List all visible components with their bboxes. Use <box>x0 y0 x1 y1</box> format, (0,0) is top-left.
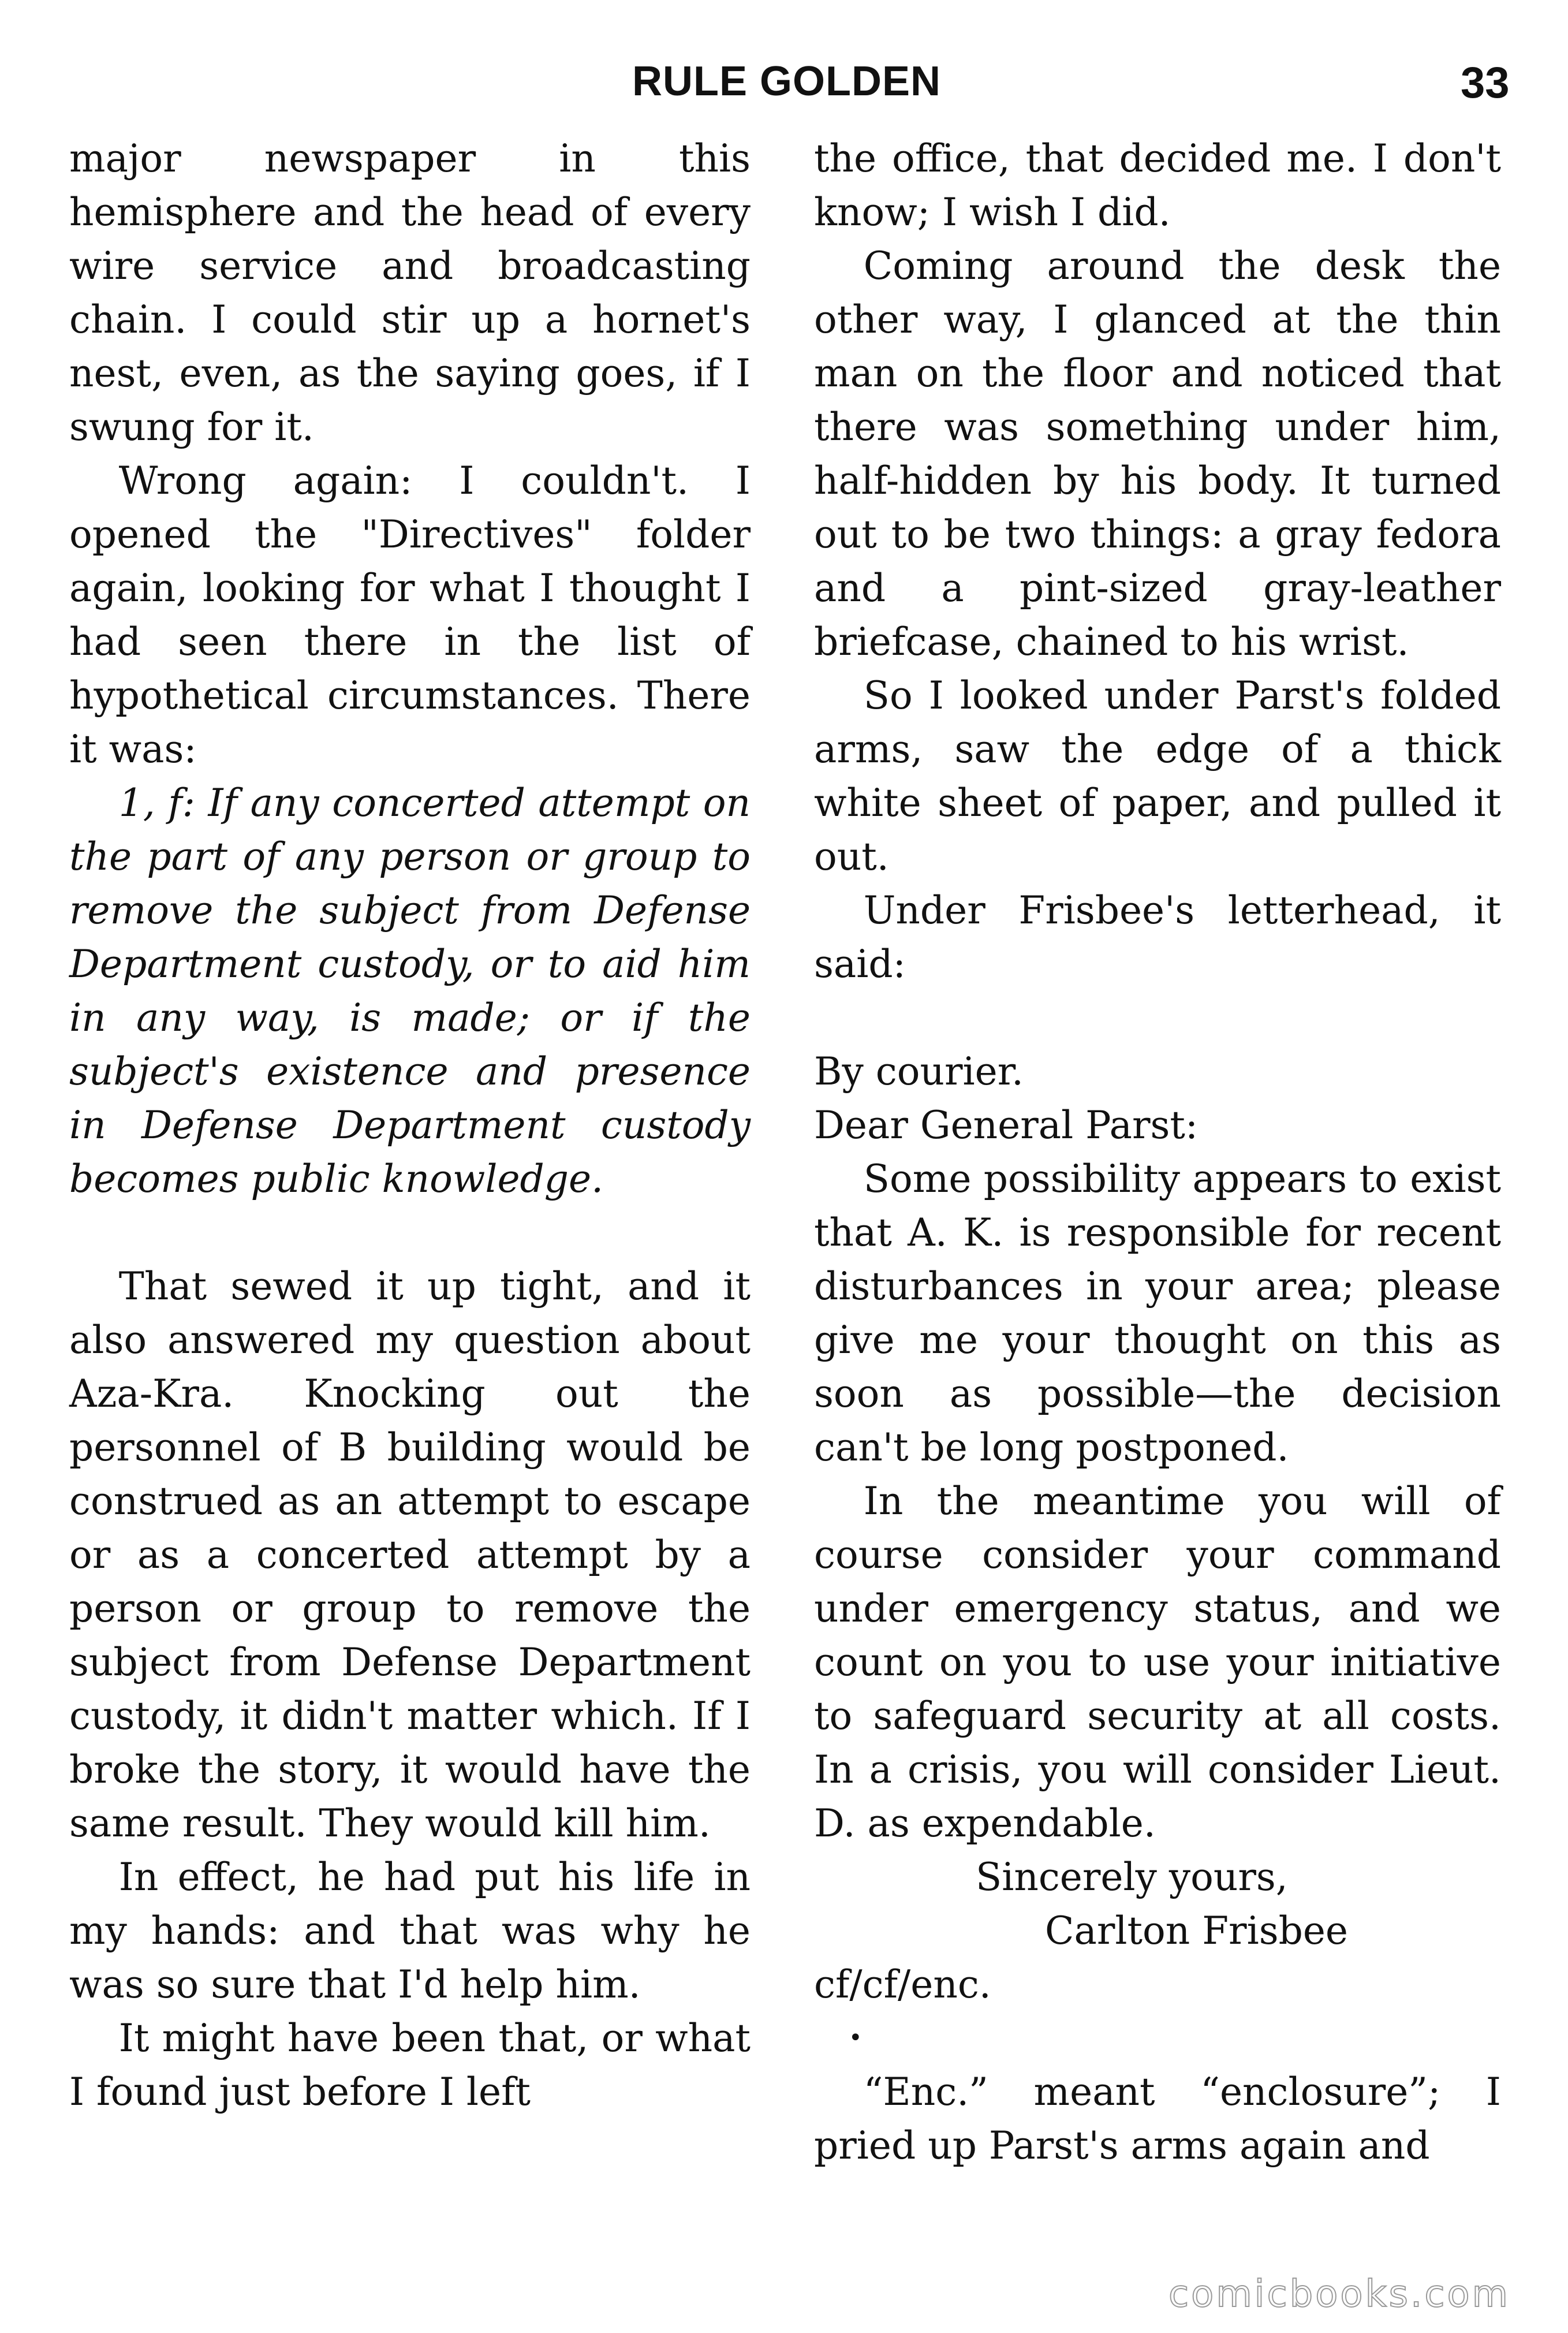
letter-salutation: Dear General Parst: <box>814 1103 1199 1147</box>
right-paragraph-4: Under Frisbee's letterhead, it said: <box>814 888 1501 986</box>
stray-dot-mark: • <box>849 2025 863 2051</box>
letter-courier-line: By courier. <box>814 1049 1024 1094</box>
site-watermark: comicbooks.com <box>1168 2273 1510 2316</box>
letter-paragraph-1: Some possibility appears to exist that A. K. is responsible for recent disturbances in your area; please give me your thought on this as soon as possible—the decision can't be long postponed. <box>814 1157 1501 1470</box>
running-head-title: RULE GOLDEN <box>632 58 942 105</box>
letter-paragraph-2: In the meantime you will of course consider your command under emergency status, and we count on you to use your initiative to safeguard security at all costs. In a crisis, you will consider Lieut. D. as expendable. <box>814 1479 1501 1846</box>
right-paragraph-1: the office, that decided me. I don't know; I wish I did. <box>814 136 1501 234</box>
page-number: 33 <box>1461 58 1510 107</box>
left-column <box>69 132 751 2119</box>
left-paragraph-1: major newspaper in this hemisphere and the head of every wire service and broadcasting chain. I could stir up a hornet's nest, even, as the saying goes, if I swung for it. <box>69 136 751 449</box>
left-paragraph-2: Wrong again: I couldn't. I opened the "Directives" folder again, looking for what I thought I had seen there in the list of hypothetical circumstances. There it was: <box>69 459 751 772</box>
letter-gap <box>814 991 1501 1045</box>
section-gap <box>69 1206 751 1259</box>
letter-signature: Carlton Frisbee <box>1045 1909 1348 1953</box>
right-paragraph-3: So I looked under Parst's folded arms, saw the edge of a thick white sheet of paper, and pulled it out. <box>814 673 1501 879</box>
left-paragraph-3: That sewed it up tight, and it also answered my question about Aza-Kra. Knocking out the personnel of B building would be construed as an attempt to escape or as a concerted attempt by a person or group to remove the subject from Defense Department custody, it didn't matter which. If I broke the story, it would have the same result. They would kill him. <box>69 1264 751 1846</box>
left-paragraph-5: It might have been that, or what I found just before I left <box>69 2016 751 2114</box>
letter-reference: cf/cf/enc. <box>814 1962 991 2007</box>
letter-closing: Sincerely yours, <box>976 1855 1288 1899</box>
right-paragraph-5: “Enc.” meant “enclosure”; I pried up Parst's arms again and <box>814 2070 1501 2168</box>
right-paragraph-2: Coming around the desk the other way, I glanced at the thin man on the floor and noticed that there was something under him, half-hidden by his body. It turned out to be two things: a gray fedora and a pint-sized gray-leather briefcase, chained to his wrist. <box>814 244 1501 664</box>
left-paragraph-4: In effect, he had put his life in my hands: and that was why he was so sure that I'd help him. <box>69 1855 751 2007</box>
directive-quote: 1, f: If any concerted attempt on the part of any person or group to remove the subject from Defense Department custody, or to aid him in any way, is made; or if the subject's existence and presence in Defense Department custody becomes public knowledge. <box>69 781 751 1201</box>
right-column <box>814 132 1501 2172</box>
